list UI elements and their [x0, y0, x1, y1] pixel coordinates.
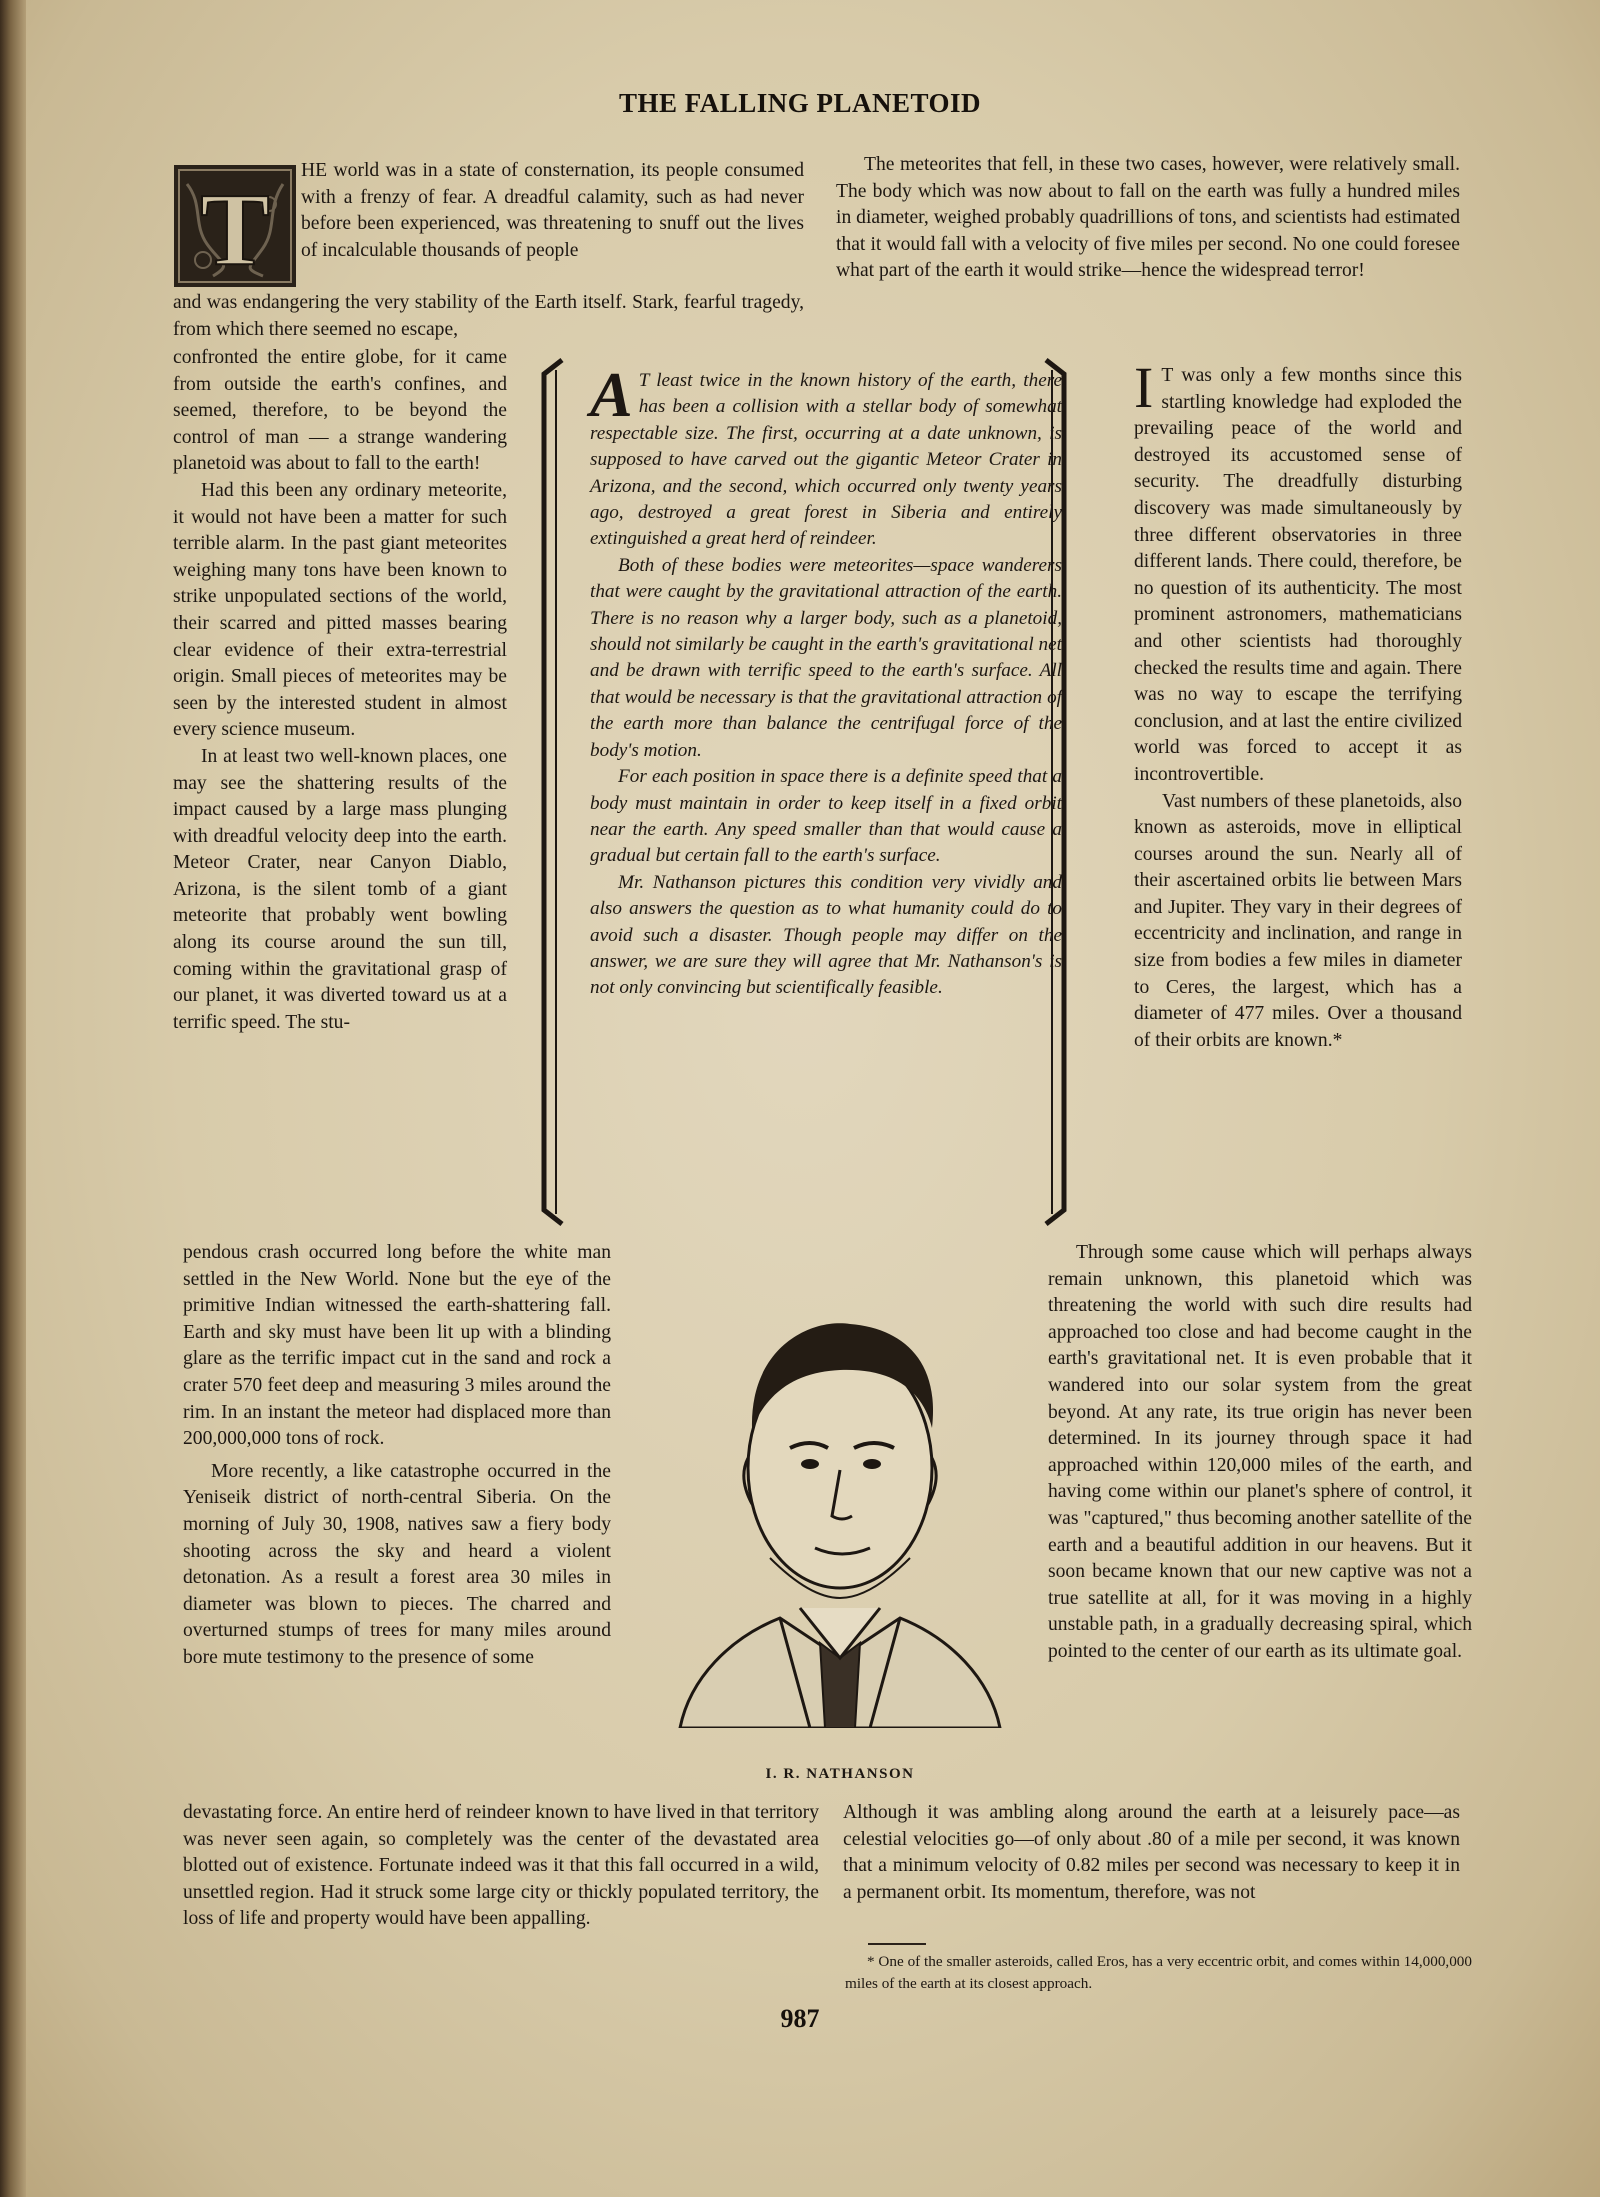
footnote: * One of the smaller asteroids, called Eros, has a very eccentric orbit, and comes within 14,000,000 miles of the earth at its closest approach. — [845, 1953, 1472, 1992]
left-paragraph-1: confronted the entire globe, for it came from outside the earth's confines, and seemed, therefore, to be beyond the control of man — a strange wandering planetoid was about to fall to the earth! — [173, 347, 507, 475]
page-number: 987 — [780, 2004, 820, 2033]
portrait-caption: I. R. NATHANSON — [765, 1766, 915, 1782]
editorial-paragraph-3: For each position in space there is a definite speed that a body must maintain in order to keep itself in a fixed orbit near the earth. Any speed smaller than that would cause a gradual but certain fall to the earth's surface. — [590, 766, 1062, 867]
right-paragraph-3-continued: Although it was ambling along around the earth at a leisurely pace—as celestial velocities go—of only about .80 of a mile per second, it was known that a minimum velocity of 0.82 miles per second was necessary to keep it in a permanent orbit. Its momentum, therefore, was not — [843, 1802, 1460, 1903]
ornamental-dropcap — [173, 164, 297, 288]
editorial-dropcap: A — [590, 359, 633, 430]
left-paragraph-4-continued: devastating force. An entire herd of reindeer known to have lived in that territory was never seen again, so completely was the center of the devastated area blotted out of existence. Fortunate indeed was it that this fall occurred in a wild, unsettled region. Had it struck some large city or thickly populated territory, the loss of life and property would have been appalling. — [183, 1802, 819, 1930]
right-paragraph-2: Vast numbers of these planetoids, also known as asteroids, move in elliptical courses around the sun. Nearly all of their ascertained orbits lie between Mars and Jupiter. They vary in their degrees of eccentricity and inclination, and range in size from bodies a few miles in diameter to Ceres, the largest, which has a diameter of 477 miles. Over a thousand of their orbits are known.* — [1134, 790, 1462, 1051]
left-column-middle — [183, 1240, 611, 1672]
right-paragraph-1: T was only a few months since this startling knowledge had exploded the prevailing peace of the world and destroyed its accustomed sense of security. The dreadfully disturbing discovery was made simultaneously by three different observatories in three different lands. There could, therefore, be no question of its authenticity. The most prominent astronomers, mathematicians and other scientists had thoroughly checked the results time and again. There was no way to escape the terrifying conclusion, and at last the entire civilized world was forced to accept it as incontrovertible. — [1134, 365, 1462, 785]
meteorites-paragraph: The meteorites that fell, in these two cases, however, were relatively small. The body which was now about to fall on the earth was fully a hundred miles in diameter, weighed probably quadrillions of tons, and scientists had estimated that it would fall with a velocity of five miles per second. No one could foresee what part of the earth it would strike—hence the widespread terror! — [836, 154, 1460, 282]
right-column-bottom — [843, 1800, 1460, 1906]
editorial-box-text — [590, 359, 1062, 1002]
intro-paragraph-start — [301, 158, 804, 264]
intro-text-b: and was endangering the very stability of the Earth itself. Stark, fearful tragedy, from which there seemed no escape, — [173, 292, 804, 340]
left-column-bottom — [183, 1800, 819, 1933]
left-paragraph-2: Had this been any ordinary meteorite, it would not have been a matter for such terrible alarm. In the past giant meteorites weighing many tons have been known to strike unpopulated sections of the world, their scarred and pitted masses bearing clear evidence of their extra-terrestrial origin. Small pieces of meteorites may be seen by the interested student in almost every science museum. — [173, 479, 507, 741]
right-column-narrow — [1134, 355, 1462, 1054]
dropcap-letter: T — [200, 172, 270, 287]
left-paragraph-3-continued: pendous crash occurred long before the white man settled in the New World. None but the eye of the primitive Indian witnessed the earth-shattering fall. Earth and sky must have been lit up with a blinding glare as the terrific impact cut in the sand and rock a crater 570 feet deep and measuring 3 miles around the rim. In an instant the meteor had displaced more than 200,000,000 tons of rock. — [183, 1242, 611, 1450]
intro-text-a: HE world was in a state of consternation, its people consumed with a frenzy of fear. A dreadful calamity, such as had never before been experienced, was threatening to snuff out the lives of incalculable thousands of people — [301, 160, 804, 261]
right-column-middle — [1048, 1240, 1472, 1666]
right-paragraph-3: Through some cause which will perhaps always remain unknown, this planetoid which was threatening the world with such dire results had approached too close and had become caught in the earth's gravitational net. It is even probable that it wandered into our solar system from the great beyond. At any rate, its true origin has never been determined. In its journey through space it had approached within 120,000 miles of the earth, and having come within our planet's sphere of control, it was "captured," thus becoming another satellite of the earth and a beautiful addition in our heavens. But it soon became known that our new captive was not a true satellite at all, for it was moving in a highly unstable path, in a gradually decreasing spiral, which pointed to the center of our earth as its ultimate goal. — [1048, 1242, 1472, 1662]
right-column-top — [836, 152, 1460, 285]
editorial-paragraph-1: T least twice in the known history of the earth, there has been a collision with a stellar body of somewhat respectable size. The first, occurring at a date unknown, is supposed to have carved out the gigantic Meteor Crater in Arizona, and the second, which occurred only twenty years ago, destroyed a great forest in Siberia and entirely extinguished a great herd of reindeer. — [590, 370, 1062, 550]
left-paragraph-3: In at least two well-known places, one may see the shattering results of the impact caused by a large mass plunging with dreadful velocity deep into the earth. Meteor Crater, near Canyon Diablo, Arizona, is the silent tomb of a giant meteorite that probably went bowling along its course around the sun till, coming within the gravitational grasp of our planet, it was diverted toward us at a terrific speed. The stu- — [173, 745, 507, 1033]
intro-paragraph-continued — [173, 290, 804, 343]
section-dropcap: I — [1134, 355, 1154, 420]
footnote-rule — [868, 1943, 926, 1945]
left-column-top — [173, 345, 507, 1036]
page-binding-edge — [0, 0, 26, 2197]
article-title: THE FALLING PLANETOID — [618, 88, 982, 118]
editorial-paragraph-2: Both of these bodies were meteorites—space wanderers that were caught by the gravitational attraction of the earth. There is no reason why a larger body, such as a planetoid, should not similarly be caught in the earth's gravitational net and be drawn with terrific speed to the earth's surface. All that would be necessary is that the gravitational attraction of the earth more than balance the centrifugal force of the body's motion. — [590, 554, 1062, 761]
author-portrait — [660, 1258, 1020, 1728]
editorial-paragraph-4: Mr. Nathanson pictures this condition very vividly and also answers the question as to what humanity could do to avoid such a disaster. Though people may differ on the answer, we are sure they will agree that Mr. Nathanson's is not only convincing but scientifically feasible. — [590, 871, 1062, 999]
left-paragraph-4: More recently, a like catastrophe occurred in the Yeniseik district of north-central Siberia. On the morning of July 30, 1908, natives saw a fiery body shooting across the sky and heard a violent detonation. As a result a forest area 30 miles in diameter was blown to pieces. The charred and overturned stumps of trees for many miles around bore mute testimony to the presence of some — [183, 1460, 611, 1668]
